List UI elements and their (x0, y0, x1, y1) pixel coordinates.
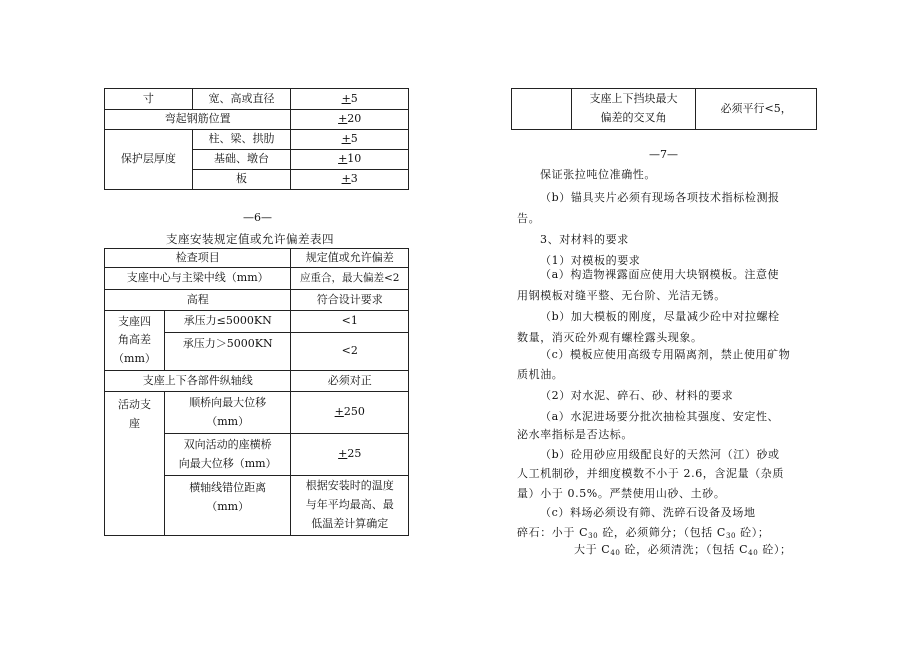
plus-minus-sign: + (338, 447, 348, 461)
cell (105, 311, 165, 371)
subscript: 30 (588, 532, 599, 540)
value: 3 (350, 172, 358, 186)
cell: 应重合，最大偏差<2 (291, 268, 409, 290)
label-line: 根据安装时的温度 (305, 479, 394, 493)
table-caption: 支座安装规定值或允许偏差表四 (166, 232, 334, 246)
subscript: 40 (610, 549, 621, 557)
label-line: 横轴线错位距离 (189, 481, 267, 494)
cell: 支座中心与主梁中线（mm） (105, 268, 291, 290)
tolerance-table-top (104, 88, 409, 190)
label-line: （mm） (113, 351, 156, 365)
text-part: 砼）； (758, 543, 792, 556)
cell: 保护层厚度 (105, 130, 193, 190)
text-line: （1）对模板的要求 (540, 254, 641, 267)
text-line: （c）料场必须设有筛、洗碎石设备及场地 (540, 506, 756, 519)
value: 5 (350, 132, 358, 146)
label-line: 与年平均最高、最 (305, 498, 394, 512)
text-line: 保证张拉吨位准确性。 (540, 168, 656, 181)
value: 10 (347, 152, 362, 166)
cell: 宽、高或直径 (192, 89, 291, 110)
text-line (574, 541, 792, 557)
text-line: 数量，消灭砼外观有螺栓露头现象。 (517, 331, 703, 344)
text-part: 砼，必须筛分；（包括 C (598, 526, 726, 539)
label-line: 活动支 (117, 398, 151, 411)
text-line: 用钢模板对缝平整、无台阶、光洁无锈。 (517, 289, 726, 302)
cell (291, 434, 409, 476)
plus-minus-sign: + (341, 132, 351, 146)
plus-minus-sign: + (341, 172, 351, 186)
cell: 必须平行<5， (696, 89, 817, 130)
value: 25 (347, 447, 362, 461)
bearing-install-table (104, 248, 409, 536)
text-line: 人工机制砂，并细度模数不小于 2.6，含泥量（杂质 (517, 467, 784, 480)
label-line: （mm） (206, 499, 250, 513)
cell (291, 110, 409, 130)
label-line: 座 (128, 416, 140, 430)
cell (291, 476, 409, 536)
header-cell: 检查项目 (105, 249, 291, 268)
cell (571, 89, 696, 130)
cell: 柱、梁、拱肋 (192, 130, 291, 150)
header-cell: 规定值或允许偏差 (291, 249, 409, 268)
text-line: （2）对水泥、碎石、砂、材料的要求 (540, 389, 734, 402)
value: 20 (347, 112, 362, 126)
cell (105, 392, 165, 536)
text-line: 告。 (517, 212, 541, 225)
cell (291, 392, 409, 434)
cell: 板 (192, 170, 291, 190)
label-line: 角高差 (117, 333, 151, 347)
text-line: （c）模板应使用高级专用隔离剂，禁止使用矿物 (540, 348, 791, 361)
cell: 承压力≤5000KN (164, 311, 291, 333)
label-line: 向最大位移（mm） (178, 456, 277, 470)
plus-minus-sign: + (334, 405, 344, 419)
plus-minus-sign: + (341, 91, 351, 105)
text-line: （b）加大模板的刚度，尽量减少砼中对拉螺栓 (540, 310, 780, 323)
text-line: （b）锚具夹片必须有现场各项技术指标检测报 (540, 191, 780, 204)
cell: 基础、墩台 (192, 150, 291, 170)
cell (291, 150, 409, 170)
cell (164, 392, 291, 434)
label-line: 支座四 (117, 315, 151, 329)
cell (291, 130, 409, 150)
cell (291, 89, 409, 110)
plus-minus-sign: + (338, 112, 348, 126)
text-line: （b）砼用砂应用级配良好的天然河（江）砂或 (540, 448, 780, 461)
label-line: 支座上下挡块最大 (589, 92, 678, 106)
cell (512, 89, 572, 130)
text-part: 大于 C (574, 543, 611, 556)
cell: 寸 (105, 89, 193, 110)
cell: 必须对正 (291, 371, 409, 392)
value: 250 (343, 405, 365, 419)
cell (164, 476, 291, 536)
cell (164, 434, 291, 476)
text-part: 碎石：小于 C (517, 526, 589, 539)
subscript: 40 (748, 549, 759, 557)
text-part: 砼）； (736, 526, 770, 539)
label-line: 低温差计算确定 (311, 516, 389, 530)
cell: <2 (291, 333, 409, 371)
plus-minus-sign: + (338, 152, 348, 166)
cell: 弯起钢筋位置 (105, 110, 291, 130)
cell: 支座上下各部件纵轴线 (105, 371, 291, 392)
bearing-stopper-table (511, 88, 817, 130)
cell: 高程 (105, 290, 291, 311)
page-number-left: —6— (243, 211, 272, 224)
label-line: 双向活动的座横桥 (183, 437, 272, 451)
text-line: 3、对材料的要求 (540, 233, 629, 246)
label-line: 偏差的交叉角 (600, 111, 667, 124)
text-line: （a）构造物裸露面应使用大块钢模板。注意使 (540, 268, 780, 281)
cell (291, 170, 409, 190)
subscript: 30 (725, 532, 737, 540)
cell: 符合设计要求 (291, 290, 409, 311)
text-line: 泌水率指标是否达标。 (517, 428, 633, 441)
value: 5 (350, 91, 358, 105)
text-line: 质机油。 (517, 368, 564, 381)
label-line: （mm） (206, 414, 250, 428)
text-line: （a）水泥进场要分批次抽检其强度、安定性、 (540, 410, 780, 423)
text-part: 砼，必须清洗；（包括 C (620, 543, 749, 556)
cell: <1 (291, 311, 409, 333)
text-line: 量）小于 0.5%。严禁使用山砂、土砂。 (517, 487, 726, 500)
text-line (517, 524, 769, 540)
label-line: 顺桥向最大位移 (189, 395, 267, 409)
page-number-right: —7— (649, 148, 678, 161)
cell: 承压力＞5000KN (164, 333, 291, 371)
